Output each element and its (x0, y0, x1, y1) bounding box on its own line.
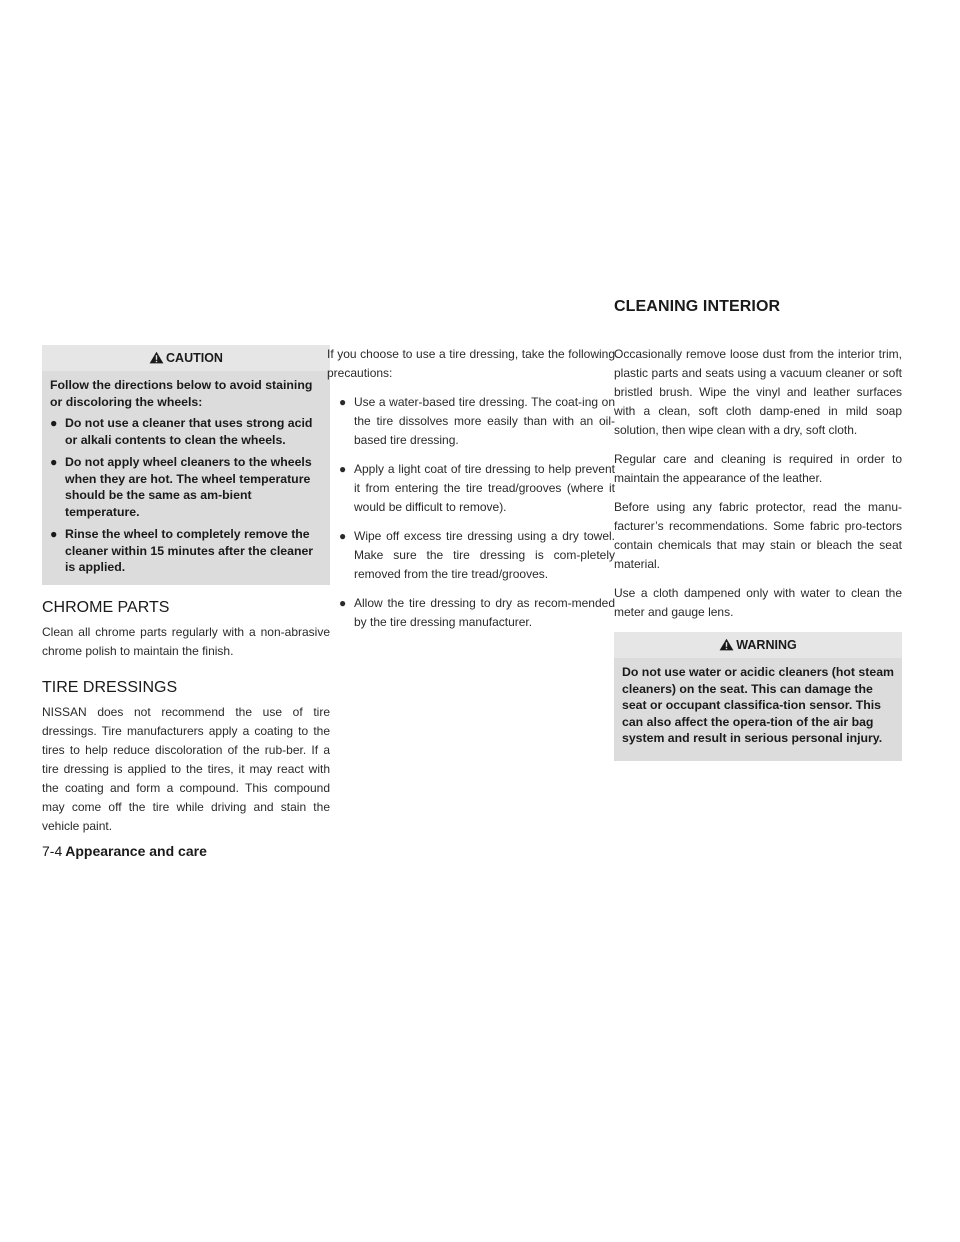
bullet-icon: ● (50, 416, 58, 430)
caution-item (50, 415, 322, 448)
precaution-item (327, 527, 615, 584)
chapter-title: Appearance and care (65, 843, 207, 859)
section-heading-cleaning-interior: CLEANING INTERIOR (614, 298, 781, 315)
caution-body (42, 371, 330, 580)
precautions-list (327, 393, 615, 632)
precaution-item-text: Wipe off excess tire dressing using a dry towel. Make sure the tire dressing is com-pletely removed from the tire tread/grooves. (354, 529, 615, 581)
bullet-icon: ● (339, 529, 347, 543)
bullet-icon: ● (339, 596, 347, 610)
warning-text: Do not use water or acidic cleaners (hot steam cleaners) on the seat. This can damage the seat or occupant classifica-tion sensor. This can also affect the opera-tion of the air bag system and result in serious personal injury. (622, 665, 894, 745)
bullet-icon: ● (50, 527, 58, 541)
warning-header (614, 632, 902, 658)
caution-item-text: Do not use a cleaner that uses strong acid or alkali contents to clean the wheels. (65, 416, 313, 447)
warning-body (614, 658, 902, 756)
warning-box (614, 632, 902, 761)
page-footer (42, 843, 207, 859)
precaution-item-text: Use a water-based tire dressing. The coat-ing on the tire dissolves more easily than with an oil-based tire dressing. (354, 395, 615, 447)
bullet-icon: ● (339, 462, 347, 476)
precaution-item (327, 460, 615, 517)
caution-item-text: Rinse the wheel to completely remove the cleaner within 15 minutes after the cleaner is applied. (65, 527, 314, 574)
interior-paragraph: Before using any fabric protector, read the manu-facturer’s recommendations. Some fabric pro-tectors contain chemicals that may stain or bleach the seat material. (614, 500, 902, 571)
tire-dressings-heading: TIRE DRESSINGS (42, 678, 178, 696)
column-middle (327, 345, 615, 642)
bullet-icon: ● (50, 455, 58, 469)
precaution-item-text: Apply a light coat of tire dressing to help prevent it from entering the tire tread/grooves (where it would be difficult to remove). (354, 462, 615, 514)
column-left (42, 345, 330, 846)
caution-header (42, 345, 330, 371)
warning-triangle-icon (149, 351, 164, 364)
tire-dressings-text: NISSAN does not recommend the use of tire dressings. Tire manufacturers apply a coating to the tires to help reduce discoloration of the rub-ber. If a tire dressing is applied to the tires, it may react with the coating and form a compound. This compound may come off the tire while driving and stain the vehicle paint. (42, 704, 330, 833)
caution-box (42, 345, 330, 585)
caution-item-text: Do not apply wheel cleaners to the wheels when they are hot. The wheel temperature should be the same as am-bient temperature. (65, 455, 312, 519)
warning-triangle-icon (719, 638, 734, 651)
page-number: 7-4 (42, 843, 63, 859)
caution-title: CAUTION (166, 351, 223, 365)
precautions-intro: If you choose to use a tire dressing, take the following precautions: (327, 347, 615, 380)
bullet-icon: ● (339, 395, 347, 409)
caution-intro: Follow the directions below to avoid staining or discoloring the wheels: (50, 378, 313, 409)
precaution-item (327, 594, 615, 632)
chrome-parts-heading: CHROME PARTS (42, 598, 170, 616)
column-right (614, 345, 902, 761)
interior-paragraph: Regular care and cleaning is required in order to maintain the appearance of the leather. (614, 452, 902, 485)
interior-paragraph: Occasionally remove loose dust from the interior trim, plastic parts and seats using a vacuum cleaner or soft bristled brush. Wipe the vinyl and leather surfaces with a clean, soft cloth damp-ened in mild soap solution, then wipe clean with a dry, soft cloth. (614, 347, 902, 437)
interior-paragraph: Use a cloth dampened only with water to clean the meter and gauge lens. (614, 586, 902, 619)
caution-item (50, 454, 322, 520)
caution-list (50, 415, 322, 576)
precaution-item (327, 393, 615, 450)
chrome-parts-text: Clean all chrome parts regularly with a non-abrasive chrome polish to maintain the finish. (42, 624, 330, 658)
caution-item (50, 526, 322, 576)
precaution-item-text: Allow the tire dressing to dry as recom-mended by the tire dressing manufacturer. (354, 596, 615, 629)
warning-title: WARNING (736, 638, 797, 652)
